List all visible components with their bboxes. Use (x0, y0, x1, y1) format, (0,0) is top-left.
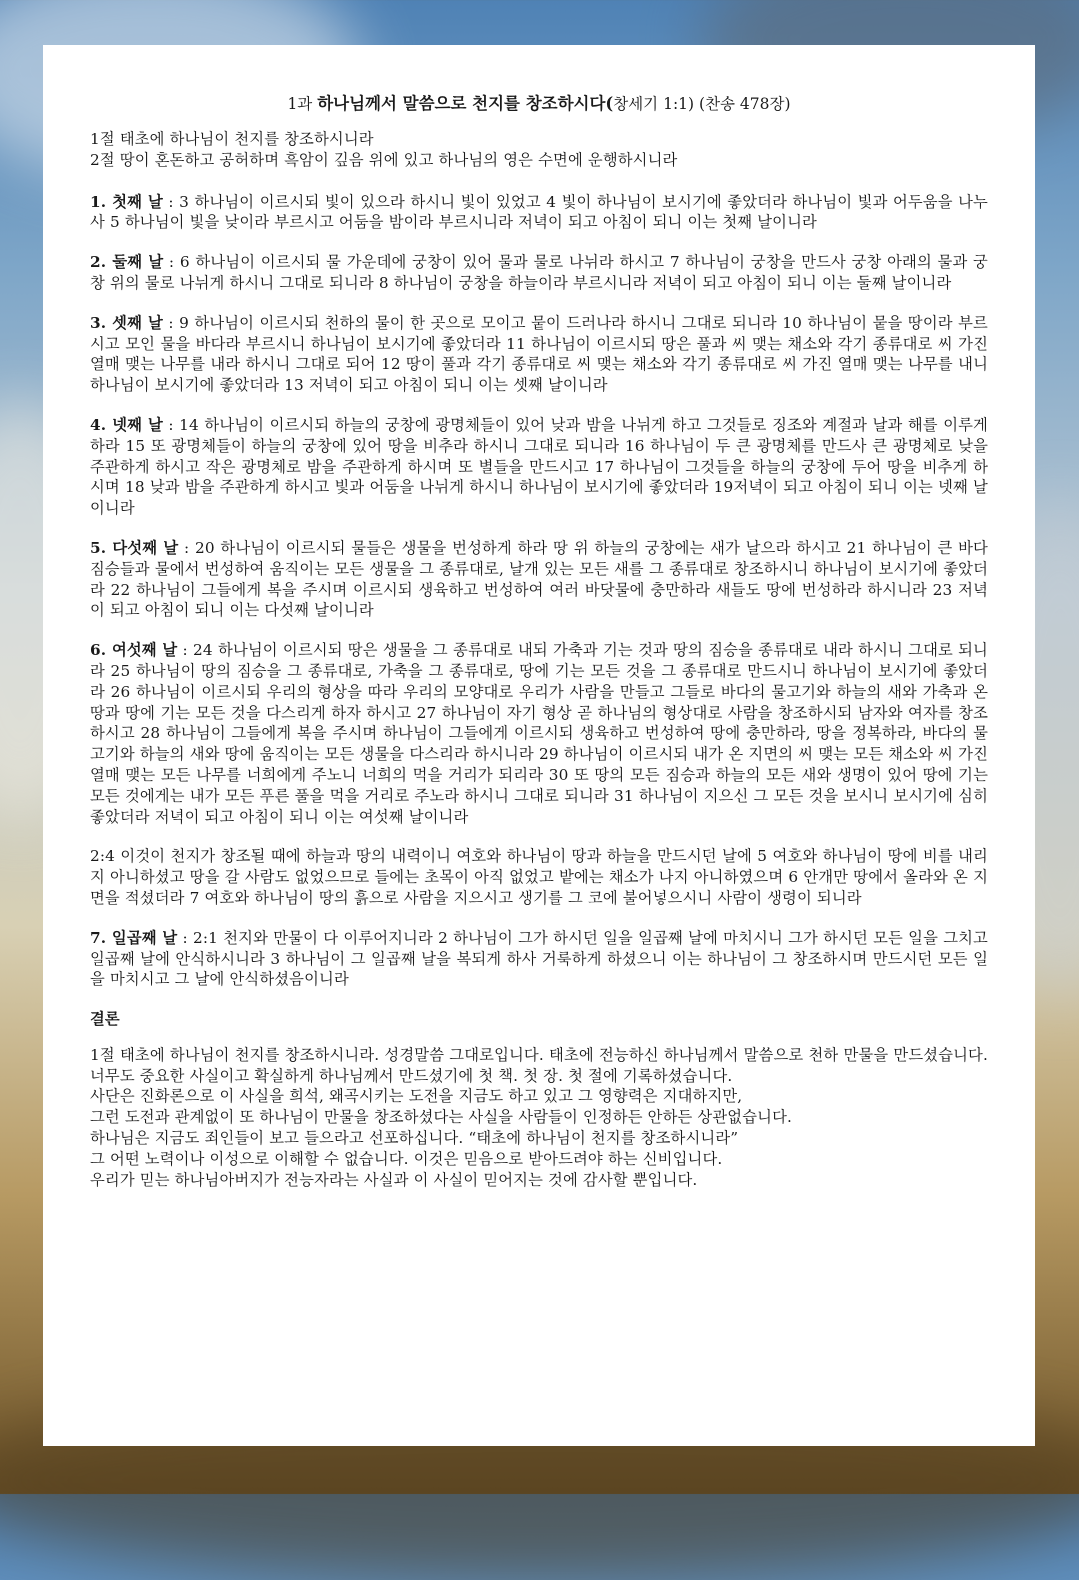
conclusion-line: 1절 태초에 하나님이 천지를 창조하시니라. 성경말씀 그대로입니다. 태초에 전능하신 하나님께서 말씀으로 천하 만물을 만드셨습니다. 너무도 중요한 사실이고 확실하게 하나님께서 만드셨기에 첫 책. 첫 장. 첫 절에 기록하셨습니다. (90, 1045, 988, 1085)
day-text: : 14 하나님이 이르시되 하늘의 궁창에 광명체들이 있어 낮과 밤을 나뉘게 하고 그것들로 징조와 계절과 날과 해를 이루게 하라 15 또 광명체들이 하늘의 궁창에 있어 땅을 비추라 하시니 그대로 되니라 16 하나님이 두 큰 광명체를 만드사 큰 광명체로 낮을 주관하게 하시고 작은 광명체로 밤을 주관하게 하시며 또 별들을 만드시고 17 하나님이 그것들을 하늘의 궁창에 두어 땅을 비추게 하시며 18 낮과 밤을 주관하게 하시고 빛과 어둠을 나뉘게 하시니 하나님이 보시기에 좋았더라 19저녁이 되고 아침이 되니 이는 넷째 날이니라 (90, 415, 988, 518)
day-label: 6. 여섯째 날 (90, 641, 178, 660)
day-3-section (90, 313, 988, 396)
day-text: : 20 하나님이 이르시되 물들은 생물을 번성하게 하라 땅 위 하늘의 궁창에는 새가 날으라 하시고 21 하나님이 큰 바다 짐승들과 물에서 번성하여 움직이는 모든 생물을 그 종류대로, 날개 있는 모든 새를 그 종류대로 창조하시니 하나님이 보시기에 좋았더라 22 하나님이 그들에게 복을 주시며 이르시되 생육하고 번성하여 여러 바닷물에 충만하라 새들도 땅에 번성하라 하시니라 23 저녁이 되고 아침이 되니 이는 다섯째 날이니라 (90, 538, 988, 620)
verse-line: 2절 땅이 혼돈하고 공허하며 흑암이 깊음 위에 있고 하나님의 영은 수면에 운행하시니라 (90, 150, 678, 169)
day-5-section (90, 538, 988, 621)
day-7-section (90, 928, 988, 990)
chapter-2-section: 2:4 이것이 천지가 창조될 때에 하늘과 땅의 내력이니 여호와 하나님이 땅과 하늘을 만드시던 날에 5 여호와 하나님이 땅에 비를 내리지 아니하셨고 땅을 갈 사람도 없었으므로 들에는 초목이 아직 없었고 밭에는 채소가 나지 아니하였으며 6 안개만 땅에서 올라와 온 지면을 적셨더라 7 여호와 하나님이 땅의 흙으로 사람을 지으시고 생기를 그 코에 불어넣으시니 사람이 생령이 되니라 (90, 847, 988, 907)
conclusion-line: 그런 도전과 관계없이 또 하나님이 만물을 창조하셨다는 사실을 사람들이 인정하든 안하든 상관없습니다. (90, 1108, 793, 1127)
day-2-section (90, 252, 988, 294)
day-text: : 24 하나님이 이르시되 땅은 생물을 그 종류대로 내되 가축과 기는 것과 땅의 짐승을 종류대로 내라 하시니 그대로 되니라 25 하나님이 땅의 짐승을 그 종류대로, 가축을 그 종류대로, 땅에 기는 모든 것을 그 종류대로 만드시니 하나님이 보시기에 좋았더라 26 하나님이 이르시되 우리의 형상을 따라 우리의 모양대로 우리가 사람을 만들고 그들로 바다의 물고기와 하늘의 새와 가축과 온 땅과 땅에 기는 모든 것을 다스리게 하자 하시고 27 하나님이 자기 형상 곧 하나님의 형상대로 사람을 창조하시되 남자와 여자를 창조하시고 28 하나님이 그들에게 복을 주시며 하나님이 그들에게 이르시되 생육하고 번성하여 땅에 충만하라, 땅을 정복하라, 바다의 물고기와 하늘의 새와 땅에 움직이는 모든 생물을 다스리라 하시니라 29 하나님이 이르시되 내가 온 지면의 씨 맺는 모든 채소와 씨 가진 열매 맺는 모든 나무를 너희에게 주노니 너희의 먹을 거리가 되리라 30 또 땅의 모든 짐승과 하늘의 모든 새와 생명이 있어 땅에 기는 모든 것에게는 내가 모든 푸른 풀을 먹을 거리로 주노라 하시니 그대로 되니라 31 하나님이 지으신 그 모든 것을 보시니 보시기에 심히 좋았더라 저녁이 되고 아침이 되니 이는 여섯째 날이니라 (90, 641, 988, 826)
day-text: : 2:1 천지와 만물이 다 이루어지니라 2 하나님이 그가 하시던 일을 일곱째 날에 마치시니 그가 하시던 모든 일을 그치고 일곱째 날에 안식하시니라 3 하나님이 그 일곱째 날을 복되게 하사 거룩하게 하셨으니 이는 하나님이 그 창조하시며 만드시던 모든 일을 마치시고 그 날에 안식하셨음이니라 (90, 928, 988, 989)
day-label: 5. 다섯째 날 (90, 538, 179, 557)
lesson-number: 1과 (287, 95, 313, 113)
page-title (90, 93, 988, 115)
day-4-section (90, 415, 988, 519)
day-label: 7. 일곱째 날 (90, 928, 178, 947)
conclusion-line: 사단은 진화론으로 이 사실을 희석, 왜곡시키는 도전을 지금도 하고 있고 그 영향력은 지대하지만, (90, 1087, 743, 1106)
day-label: 4. 넷째 날 (90, 415, 163, 434)
day-label: 3. 셋째 날 (90, 313, 163, 332)
verse-line: 1절 태초에 하나님이 천지를 창조하시니라 (90, 130, 374, 148)
day-text: : 3 하나님이 이르시되 빛이 있으라 하시니 빛이 있었고 4 빛이 하나님이 보시기에 좋았더라 하나님이 빛과 어두움을 나누사 5 하나님이 빛을 낮이라 부르시고 어둠을 밤이라 부르시니라 저녁이 되고 아침이 되니 이는 첫째 날이니라 (90, 192, 988, 232)
day-6-section (90, 640, 988, 827)
intro-verses (90, 129, 988, 171)
conclusion-line: 하나님은 지금도 죄인들이 보고 들으라고 선포하십니다. “태초에 하나님이 천지를 창조하시니라” (90, 1129, 739, 1148)
conclusion-line: 우리가 믿는 하나님아버지가 전능자라는 사실과 이 사실이 믿어지는 것에 감사할 뿐입니다. (90, 1170, 698, 1189)
day-text: : 6 하나님이 이르시되 물 가운데에 궁창이 있어 물과 물로 나뉘라 하시고 7 하나님이 궁창을 만드사 궁창 아래의 물과 궁창 위의 물로 나뉘게 하시니 그대로 되니라 8 하나님이 궁창을 하늘이라 부르시니라 저녁이 되고 아침이 되니 이는 둘째 날이니라 (90, 253, 988, 292)
document-page (43, 45, 1035, 1446)
lesson-title: 하나님께서 말씀으로 천지를 창조하시다( (317, 94, 614, 113)
conclusion-heading: 결론 (90, 1010, 120, 1029)
day-text: : 9 하나님이 이르시되 천하의 물이 한 곳으로 모이고 뭍이 드러나라 하시니 그대로 되니라 10 하나님이 뭍을 땅이라 부르시고 모인 물을 바다라 부르시니 하나님이 보시기에 좋았더라 11 하나님이 이르시되 땅은 풀과 씨 맺는 채소와 각기 종류대로 씨 가진 열매 맺는 나무를 내라 하시니 그대로 되어 12 땅이 풀과 각기 종류대로 씨 맺는 채소와 각기 종류대로 씨 가진 열매 맺는 나무를 내니 하나님이 보시기에 좋았더라 13 저녁이 되고 아침이 되니 이는 셋째 날이니라 (90, 313, 988, 395)
day-1-section (90, 192, 988, 234)
scripture-reference: 창세기 1:1) (613, 95, 695, 113)
day-label: 1. 첫째 날 (90, 192, 163, 211)
conclusion-line: 그 어떤 노력이나 이성으로 이해할 수 없습니다. 이것은 믿음으로 받아드려야 하는 신비입니다. (90, 1149, 723, 1168)
day-label: 2. 둘째 날 (90, 253, 164, 272)
hymn-number: (찬송 478장) (699, 95, 791, 113)
